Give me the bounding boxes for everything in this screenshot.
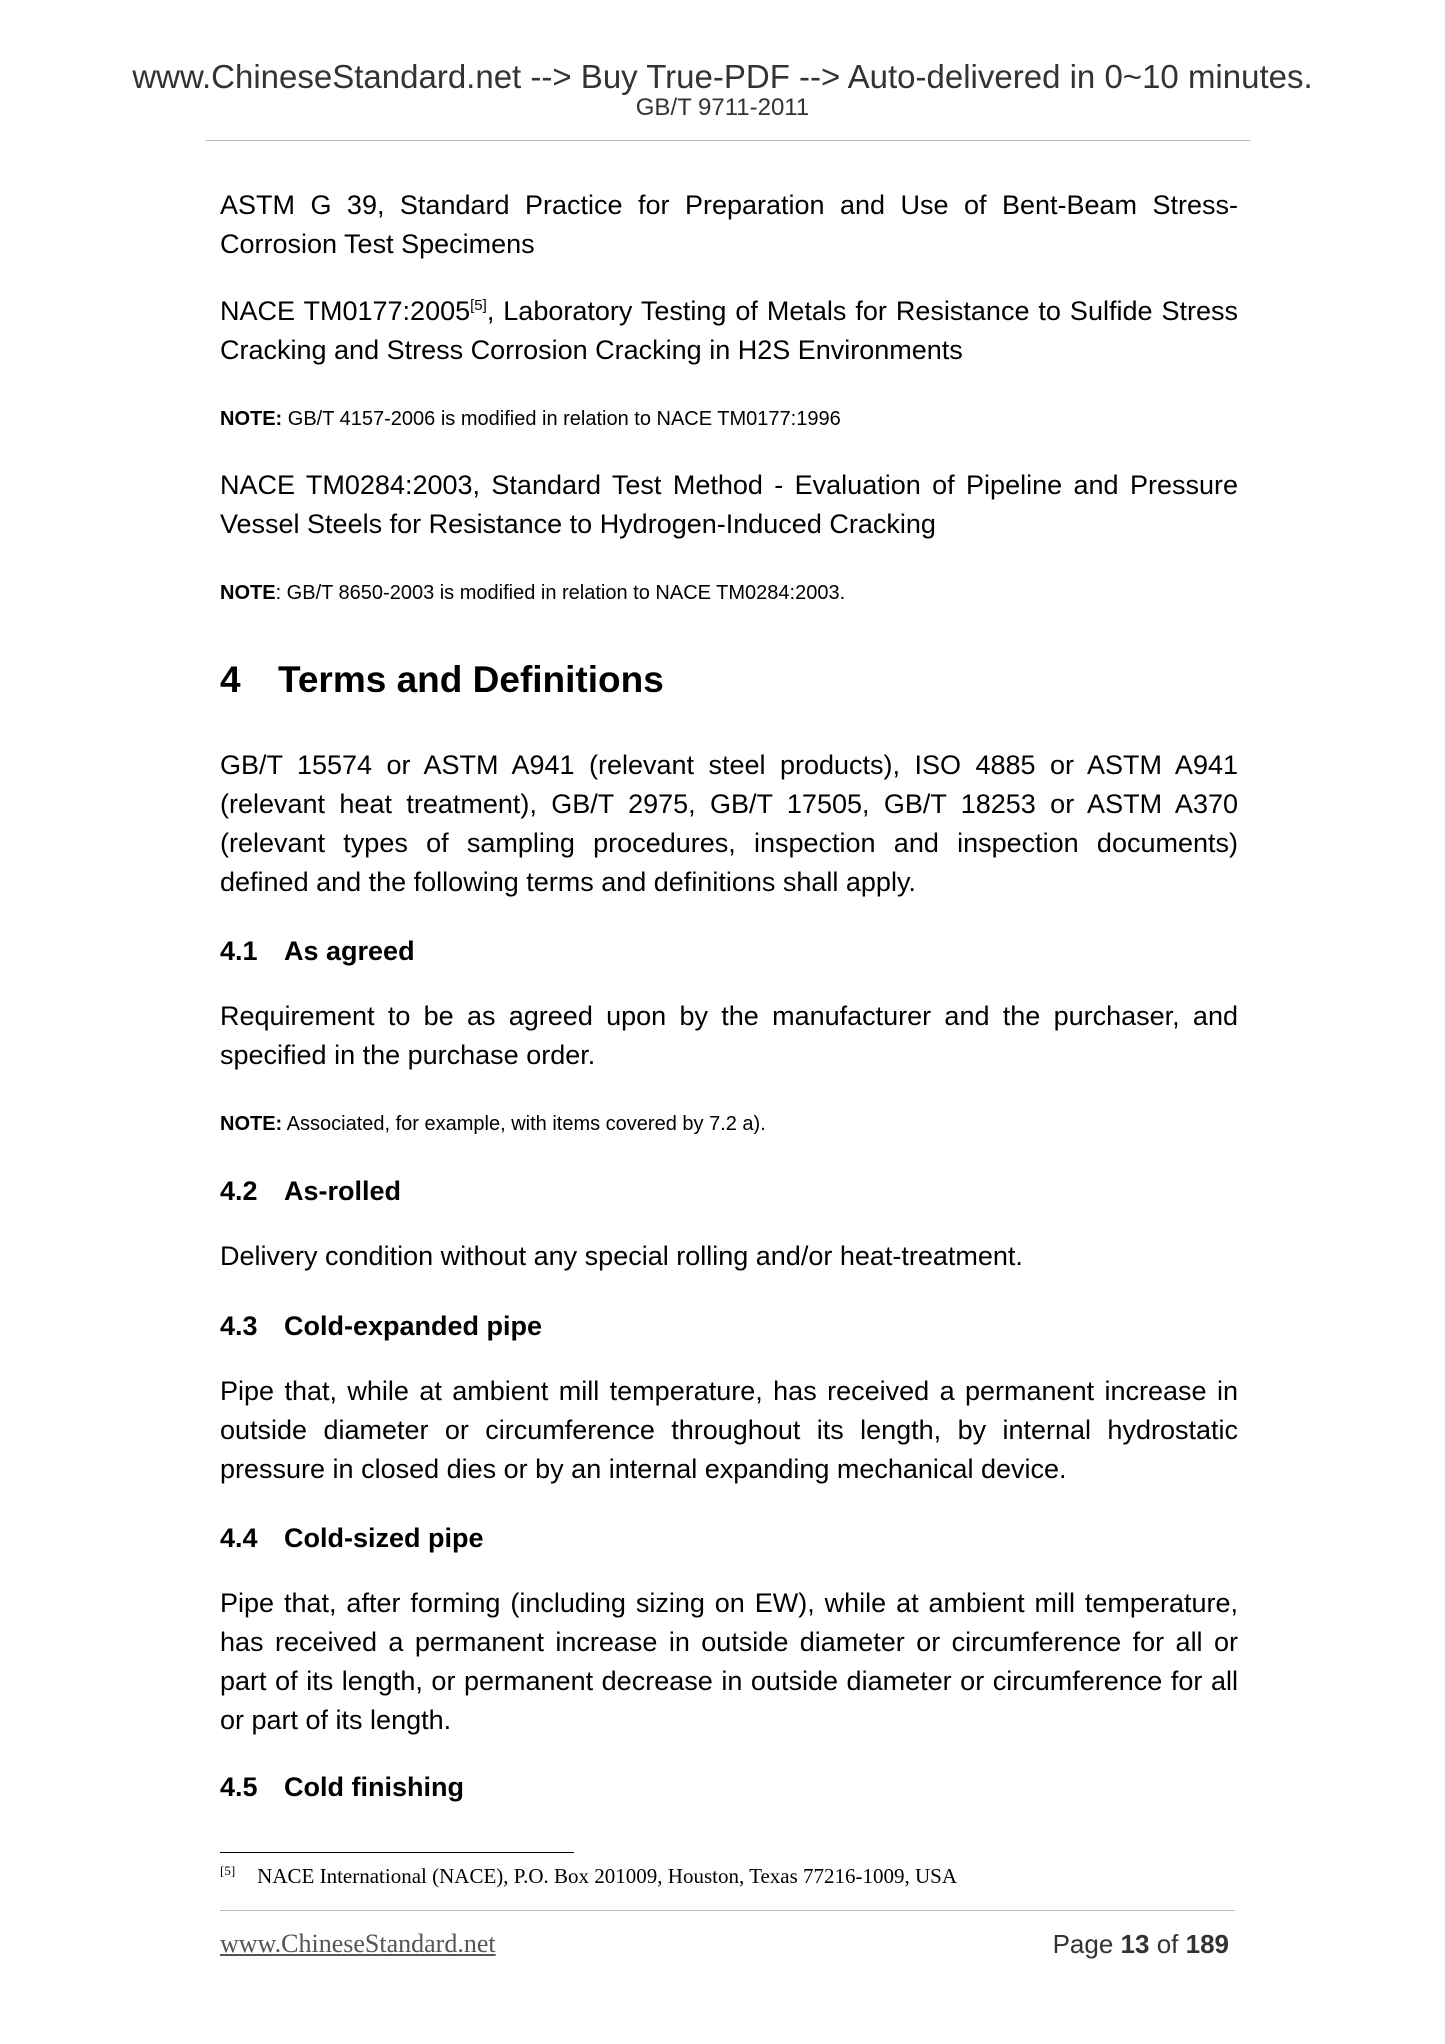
- note-tm0177: [220, 406, 1238, 432]
- note-label: NOTE: [220, 582, 276, 604]
- note-label: NOTE:: [220, 1113, 283, 1135]
- term-heading: [220, 1770, 464, 1804]
- term-number: 4.3: [220, 1311, 258, 1341]
- reference-text: NACE TM0284:2003, Standard Test Method - Evaluation of Pipeline and Pressure Vessel Steels for Resistance to Hydrogen-Induced Cracking: [220, 470, 1238, 539]
- footnote-marker[interactable]: [5]: [470, 297, 487, 314]
- promo-banner[interactable]: www.ChineseStandard.net --> Buy True-PDF --> Auto-delivered in 0~10 minutes.: [132, 58, 1313, 95]
- term-number: 4.2: [220, 1176, 258, 1206]
- footnote: [220, 1862, 957, 1890]
- reference-astm-g39: [220, 186, 1238, 264]
- document-code: GB/T 9711-2011: [635, 94, 810, 121]
- term-heading: [220, 1309, 542, 1343]
- section-heading: [220, 658, 664, 702]
- header-divider: [206, 140, 1250, 141]
- definition-text: Requirement to be as agreed upon by the manufacturer and the purchaser, and specified in the purchase order.: [220, 1001, 1238, 1070]
- term-title: Cold-expanded pipe: [284, 1311, 543, 1341]
- footnote-text: NACE International (NACE), P.O. Box 201009, Houston, Texas 77216-1009, USA: [257, 1864, 958, 1888]
- reference-title: , Laboratory Testing of Metals for Resistance to Sulfide Stress Cracking and Stress Corrosion Cracking in H2S Environments: [220, 296, 1238, 365]
- term-number: 4.1: [220, 936, 258, 966]
- term-heading: [220, 1174, 401, 1208]
- term-number: 4.5: [220, 1772, 258, 1802]
- note-label: NOTE:: [220, 408, 283, 430]
- term-definition: [220, 1237, 1238, 1276]
- term-note: [220, 1111, 1238, 1137]
- reference-nace-tm0284: [220, 466, 1238, 544]
- definition-text: Pipe that, while at ambient mill temperature, has received a permanent increase in outside diameter or circumference throughout its length, by internal hydrostatic pressure in closed dies or by an internal expanding mechanical device.: [220, 1376, 1238, 1484]
- term-definition: [220, 997, 1238, 1075]
- footnote-mark: [5]: [220, 1863, 236, 1878]
- term-definition: [220, 1584, 1238, 1740]
- term-heading: [220, 1521, 484, 1555]
- section-intro: [220, 746, 1238, 902]
- term-number: 4.4: [220, 1523, 258, 1553]
- page-of: of: [1149, 1929, 1186, 1959]
- page-prefix: Page: [1052, 1929, 1121, 1959]
- reference-code: NACE TM0177:2005: [220, 296, 471, 326]
- term-title: As-rolled: [284, 1176, 402, 1206]
- footer-divider: [220, 1910, 1235, 1911]
- page-total: 189: [1185, 1929, 1229, 1959]
- note-text: GB/T 4157-2006 is modified in relation to NACE TM0177:1996: [282, 408, 841, 430]
- definition-text: Delivery condition without any special rolling and/or heat-treatment.: [220, 1241, 1023, 1271]
- intro-text: GB/T 15574 or ASTM A941 (relevant steel products), ISO 4885 or ASTM A941 (relevant heat treatment), GB/T 2975, GB/T 17505, GB/T 18253 or ASTM A370 (relevant types of sampling procedures, inspection and inspection documents) defined and the following terms and definitions shall apply.: [220, 750, 1238, 897]
- footnote-divider: [220, 1852, 574, 1853]
- page-number: [1053, 1928, 1229, 1960]
- term-title: Cold-sized pipe: [284, 1523, 484, 1553]
- page-current: 13: [1120, 1929, 1150, 1959]
- section-number: 4: [220, 659, 241, 700]
- note-tm0284: [220, 580, 1238, 606]
- term-definition: [220, 1372, 1238, 1489]
- reference-text: [220, 292, 1238, 370]
- term-title: Cold finishing: [284, 1772, 464, 1802]
- term-heading: [220, 934, 415, 968]
- reference-nace-tm0177: [220, 292, 1238, 370]
- term-title: As agreed: [284, 936, 415, 966]
- footer-site-link[interactable]: www.ChineseStandard.net: [220, 1929, 496, 1958]
- note-text: Associated, for example, with items covered by 7.2 a).: [282, 1113, 766, 1135]
- reference-text: ASTM G 39, Standard Practice for Preparation and Use of Bent-Beam Stress-Corrosion Test Specimens: [220, 190, 1238, 259]
- definition-text: Pipe that, after forming (including sizing on EW), while at ambient mill temperature, has received a permanent increase in outside diameter or circumference for all or part of its length, or permanent decrease in outside diameter or circumference for all or part of its length.: [220, 1588, 1238, 1735]
- section-title: Terms and Definitions: [278, 659, 664, 700]
- note-text: : GB/T 8650-2003 is modified in relation to NACE TM0284:2003.: [275, 582, 846, 604]
